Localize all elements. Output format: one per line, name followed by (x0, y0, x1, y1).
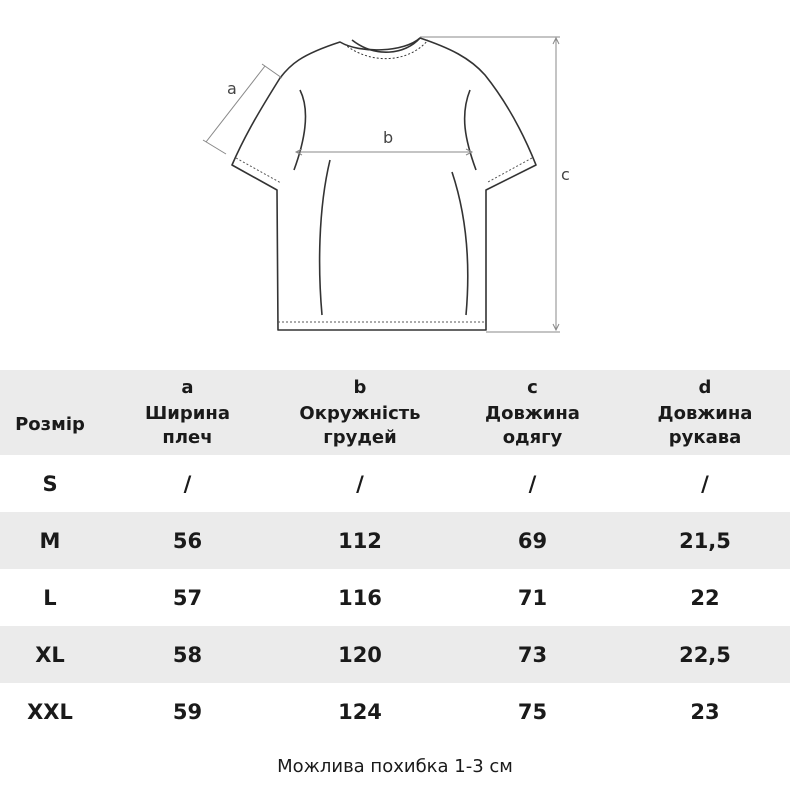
value-cell: / (356, 471, 364, 496)
table-row (0, 569, 790, 626)
size-cell: M (39, 528, 61, 553)
size-cell: L (43, 585, 57, 610)
value-cell: / (183, 471, 192, 496)
size-cell: XXL (27, 699, 73, 724)
dimension-a-label: a (227, 79, 237, 98)
table-row (0, 455, 790, 512)
table-row (0, 512, 790, 569)
header-chest-circumference (275, 370, 445, 455)
size-table (0, 370, 790, 740)
size-cell: S (42, 471, 58, 496)
left-sleeve-seam (294, 90, 305, 170)
value-cell: 116 (338, 585, 382, 610)
value-cell: 59 (172, 699, 203, 724)
tshirt-outline (0, 0, 790, 360)
dimension-b (296, 149, 472, 155)
right-sleeve-seam (465, 90, 476, 170)
value-cell: 120 (338, 642, 382, 667)
header-line: Окружність (299, 402, 421, 424)
right-body-curve (452, 172, 468, 315)
value-cell: 75 (517, 699, 548, 724)
header-shoulder-width (100, 370, 275, 455)
tolerance-note: Можлива похибка 1-3 см (277, 756, 513, 777)
value-cell: 23 (690, 699, 720, 724)
value-cell: / (528, 471, 537, 496)
value-cell: / (701, 471, 709, 496)
value-cell: 57 (172, 585, 203, 610)
header-sleeve-length (620, 370, 790, 455)
table-header-row (0, 370, 790, 455)
dimension-a (203, 64, 282, 154)
header-letter-d: d (698, 376, 712, 398)
dimension-b-label: b (383, 128, 394, 147)
header-garment-length (445, 370, 620, 455)
value-cell: 73 (517, 642, 548, 667)
table-row (0, 683, 790, 740)
header-line: Довжина (657, 402, 753, 424)
value-cell: 22 (690, 585, 720, 610)
header-letter-a: a (181, 376, 194, 398)
value-cell: 124 (338, 699, 382, 724)
tshirt-diagram (0, 0, 790, 360)
header-line: рукава (668, 426, 742, 448)
tshirt-body-outline (232, 38, 536, 330)
header-letter-c: c (527, 376, 538, 398)
header-line: грудей (323, 426, 397, 448)
left-body-curve (320, 160, 330, 315)
value-cell: 58 (172, 642, 203, 667)
header-size-label: Розмір (15, 413, 85, 435)
size-cell: XL (35, 642, 65, 667)
value-cell: 71 (517, 585, 548, 610)
header-line: одягу (502, 426, 563, 448)
header-size (0, 370, 100, 455)
header-line: Ширина (145, 402, 230, 424)
value-cell: 22,5 (679, 642, 731, 667)
header-line: плеч (162, 426, 213, 448)
dimension-c-label: c (561, 165, 570, 184)
value-cell: 112 (338, 528, 382, 553)
value-cell: 69 (517, 528, 548, 553)
table-row (0, 626, 790, 683)
header-letter-b: b (353, 376, 367, 398)
value-cell: 56 (172, 528, 203, 553)
header-line: Довжина (485, 402, 580, 424)
value-cell: 21,5 (679, 528, 731, 553)
